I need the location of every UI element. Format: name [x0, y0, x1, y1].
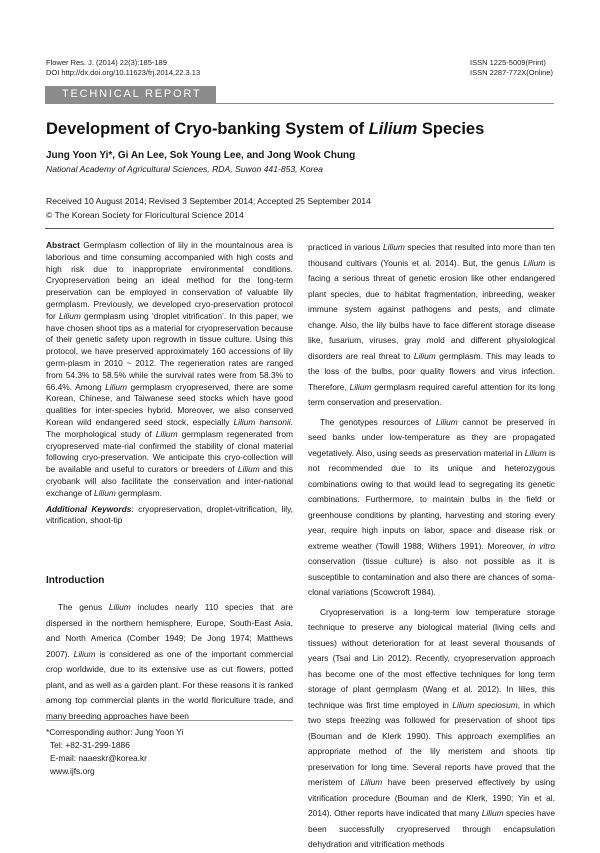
abstract-genus: Lilium: [93, 487, 116, 498]
body-paragraph: [308, 415, 555, 601]
intro-paragraph: [46, 600, 293, 724]
footnote-rule: [46, 720, 293, 721]
abstract-text: and this cryobank will also facilitate the conservation and inter-national exchange of: [46, 464, 293, 498]
corresponding-author: *Corresponding author: Jung Yoon Yi: [46, 727, 184, 737]
body-genus: Lilium: [435, 416, 458, 427]
abstract-text: germplasm.: [115, 487, 162, 498]
body-text: have been preserved effectively by using vitrification procedure (Bouman and de Klerk, 1990; Yin et al. 2014). Other reports have indicated that many: [308, 777, 556, 818]
body-text: cannot be preserved in seed banks under low-temperature as they are propagated vegetatively. Also, using seeds as preservation material in: [308, 416, 555, 458]
body-text: , in which two steps freezing was followed for preservation of shoot tips (Bouman and de Klerk 1990). This approach exemplifies an appropriate method of the lily meristem and shoots tip preservation for long time. Several reports have proved that the meristem of: [308, 699, 555, 787]
body-text: is facing a serious threat of genetic erosion like other endangered plant species, due to habitat fragmentation, inbreeding, weaker immune system against pathogens and pests, and climate change. Also, the lily bulbs have to face different storage disease like, fusarium, viruses, gray mold and different physiological disorders are real threat to: [308, 257, 555, 361]
body-genus: Lilium: [413, 350, 436, 361]
body-paragraph: [308, 240, 555, 411]
issn-online: ISSN 2287-772X(Online): [470, 68, 553, 77]
issn-block: [470, 58, 553, 78]
abstract-label: Abstract: [46, 240, 80, 250]
body-text: germplasm. This may leads to the loss of the bulbs, poor quality flowers and virus infection. Therefore,: [308, 350, 555, 392]
article-type-banner: TECHNICAL REPORT: [45, 86, 216, 103]
introduction-heading: Introduction: [46, 575, 105, 586]
article-dates: Received 10 August 2014; Revised 3 September 2014; Accepted 25 September 2014: [46, 196, 371, 206]
intro-column: [46, 600, 293, 724]
header-divider: [45, 228, 554, 229]
intro-text: is considered as one of the important commercial crop worldwide, due to its extensive use as cut flowers, potted plant, and as well as a garden plant. For these reasons it is ranked among top commercial plants in the world floriculture trade, and many breeding approaches have been: [46, 648, 293, 721]
abstract: [46, 240, 293, 500]
title-pre: Development of Cryo-banking System of: [46, 120, 369, 138]
body-text: germplasm required careful attention for its long term conservation and preservation.: [308, 381, 556, 407]
body-text: species have been successfully cryopreserved through encapsulation dehydration and vitrification methods: [308, 808, 555, 849]
author-tel: Tel: +82-31-299-1886: [50, 740, 130, 750]
body-genus: Lilium: [349, 381, 372, 392]
abstract-genus: Lilium: [105, 381, 128, 392]
body-paragraph: [308, 605, 555, 853]
issn-print: ISSN 1225-5009(Print): [470, 58, 546, 67]
body-text: species that resulted into more than ten thousand cultivars (Younis et al. 2014). But, the genus: [308, 242, 555, 268]
article-title: [46, 118, 566, 140]
right-column: [308, 240, 555, 853]
body-text: practiced in various: [308, 242, 383, 252]
keywords: [46, 504, 293, 528]
keywords-label: [46, 504, 131, 514]
journal-website[interactable]: www.ijfs.org: [50, 766, 95, 776]
title-post: Species: [417, 120, 485, 138]
abstract-species: Lilium hansonii: [233, 416, 291, 427]
journal-citation: [46, 58, 200, 78]
abstract-genus: Lilium: [237, 464, 260, 475]
author-email[interactable]: E-mail: naaeskr@korea.kr: [50, 753, 147, 763]
title-genus: Lilium: [368, 120, 418, 138]
abstract-text: germplasm using ‘droplet vitrification’. In this paper, we have chosen shoot tips as a material for cryopreservation because of their genetic safety upon regrowth in tissue culture. Using this protocol, we have preserved approximately 160 accessions of lily germ-plasm in 2010 ~ 2012. The regeneration rates are ranged from 54.3% to 58.5% while the survival rates were from 58.3% to 66.4%. Among: [46, 310, 293, 392]
body-text: is not recommended due to its unique and heterozygous combinations owing to that would lead to segregating its genetic combinations. Furthermore, to maintain bulbs in the field or greenhouse conditions by planting, harvesting and storing every year, require high inputs on labor, space and disease risk or extreme weather (Towill 1988; Withers 1991). Moreover,: [308, 447, 556, 551]
abstract-text: germplasm regenerated from cryopreserved mate-rial confirmed the stability of clonal material following cryo-preservation. We anticipate this cryo-collection will be available and useful to curators or breeders of: [46, 428, 293, 475]
journal-line: Flower Res. J. (2014) 22(3):185-189: [46, 58, 167, 67]
keywords-label-text: Additional Keywords: [46, 503, 132, 514]
body-genus: Lilium: [360, 777, 383, 787]
affiliation: National Academy of Agricultural Sciences, RDA, Suwon 441-853, Korea: [46, 164, 323, 174]
copyright-line: © The Korean Society for Floricultural Science 2014: [46, 210, 244, 220]
left-column: [46, 240, 293, 527]
abstract-genus: Lilium: [155, 428, 178, 439]
footnote: [46, 726, 183, 778]
intro-text: includes nearly 110 species that are dispersed in the northern hemisphere, Europe, South-East Asia, and North America (Comber 1949; De Jong 1974; Matthews 2007).: [46, 602, 294, 659]
intro-genus: Lilium: [108, 602, 131, 612]
body-species: Lilium speciosum: [452, 699, 518, 710]
intro-text: The genus: [58, 602, 109, 612]
abstract-text: germplasm cryopreserved, there are some Korean, Chinese, and Taiwanese seed stocks which have good qualities for inter-species hybrid. Moreover, we also conserved Korean wild endangered seed stock, especially: [46, 381, 293, 427]
abstract-text: Germplasm collection of lily in the mountainous area is laborious and time consuming accompanied with high costs and high risk due to inappropriate environmental conditions. Cryopreservation being an ideal method for the long-term preservation can be employed in conservation of valuable lily germplasm. Previously, we developed cryo-preservation protocol for: [46, 240, 293, 321]
body-genus: Lilium: [481, 808, 504, 818]
body-genus: Lilium: [523, 257, 546, 268]
body-text: The genotypes resources of: [320, 416, 436, 427]
banner-rule: [45, 103, 554, 104]
intro-genus: Lilium: [73, 648, 96, 659]
body-text: Cryopreservation is a long-term low temperature storage technique to preserve any biological material (living cells and tissues) without deterioration for at least several thousands of years (Tsai and Lin 2012). Recently, cryopreservation approach has become one of the most effective techniques for long term storage of plant germplasm (Wang et al. 2012). In lilies, this technique was first time employed in: [308, 606, 555, 710]
author-list: Jung Yoon Yi*, Gi An Lee, Sok Young Lee, and Jong Wook Chung: [46, 150, 356, 161]
keywords-text: : cryopreservation, droplet-vitrification, lily, vitrification, shoot-tip: [46, 503, 293, 526]
abstract-genus: Lilium: [58, 310, 81, 321]
body-genus: Lilium: [382, 242, 405, 252]
abstract-text: . The morphological study of: [46, 416, 293, 439]
body-term: in vitro: [528, 540, 555, 551]
body-genus: Lilium: [524, 447, 547, 458]
doi-line[interactable]: DOI http://dx.doi.org/10.11623/frj.2014.22.3.13: [46, 68, 201, 77]
body-text: conservation (tissue culture) is also not possible as it is susceptible to contamination and also there are chances of soma-clonal variations (Scowcroft 1984).: [308, 556, 555, 597]
